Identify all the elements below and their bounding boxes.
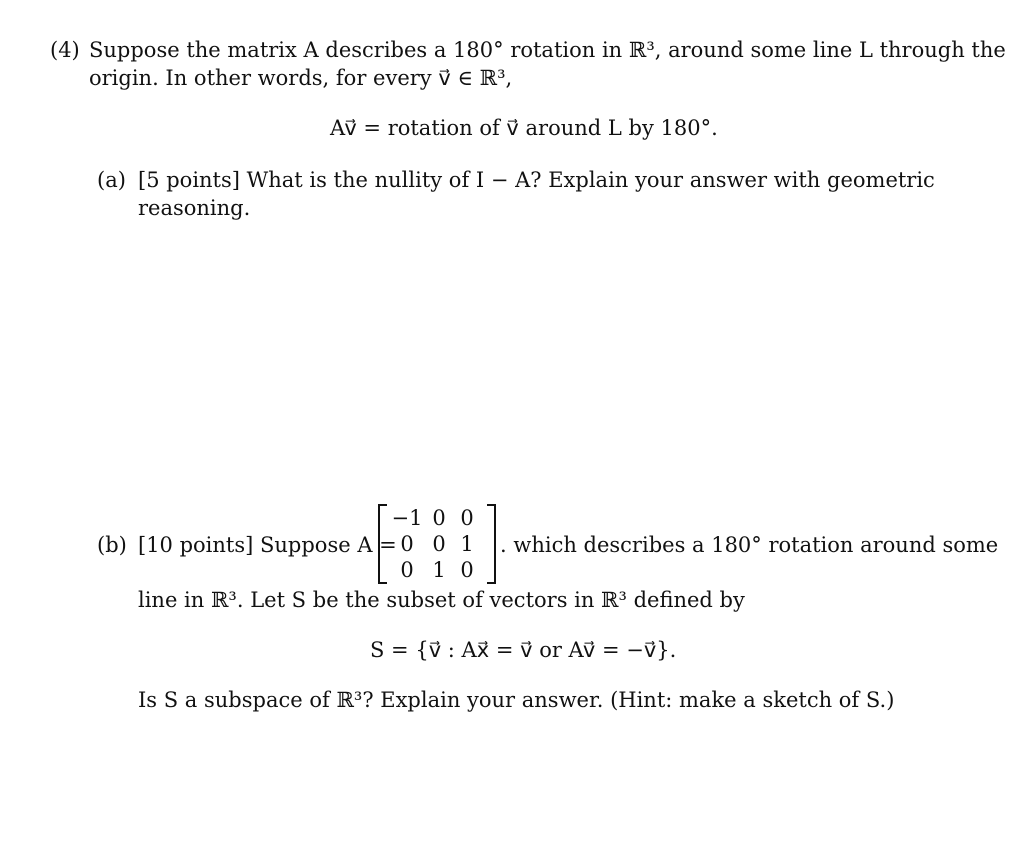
matrix-cell: 0 (460, 558, 474, 582)
set-definition: S = {v⃗ : Ax⃗ = v⃗ or Av⃗ = −v⃗}. (370, 638, 677, 662)
matrix-cell: 0 (400, 558, 414, 582)
part-b-line2: line in ℝ³. Let S be the subset of vectors in ℝ³ defined by (138, 588, 745, 612)
part-b-after-matrix: . which describes a 180° rotation around some (500, 533, 999, 557)
part-a-line1: [5 points] What is the nullity of I − A? Explain your answer with geometric (138, 168, 935, 192)
part-a-line2: reasoning. (138, 196, 251, 220)
matrix-cell: 1 (432, 558, 446, 582)
part-b-question: Is S a subspace of ℝ³? Explain your answer. (Hint: make a sketch of S.) (138, 688, 895, 712)
problem-number: (4) (50, 38, 80, 62)
matrix-cell: 0 (460, 506, 474, 530)
matrix-cell: 1 (460, 532, 474, 556)
problem-intro-line1: Suppose the matrix A describes a 180° rotation in ℝ³, around some line L through the (89, 38, 1006, 62)
matrix-cell: 0 (432, 506, 446, 530)
matrix-cell: 0 (432, 532, 446, 556)
problem-intro-line2: origin. In other words, for every v⃗ ∈ ℝ³, (89, 66, 513, 90)
matrix-right-bracket (487, 504, 496, 584)
display-equation: Av⃗ = rotation of v⃗ around L by 180°. (330, 116, 718, 140)
matrix-cell: −1 (391, 506, 423, 530)
matrix-cell: 0 (400, 532, 414, 556)
part-b-lead: [10 points] Suppose A = (138, 533, 397, 557)
rotation-matrix (378, 504, 496, 584)
matrix-left-bracket (378, 504, 387, 584)
part-b-label: (b) (97, 533, 127, 557)
part-a-label: (a) (97, 168, 126, 192)
